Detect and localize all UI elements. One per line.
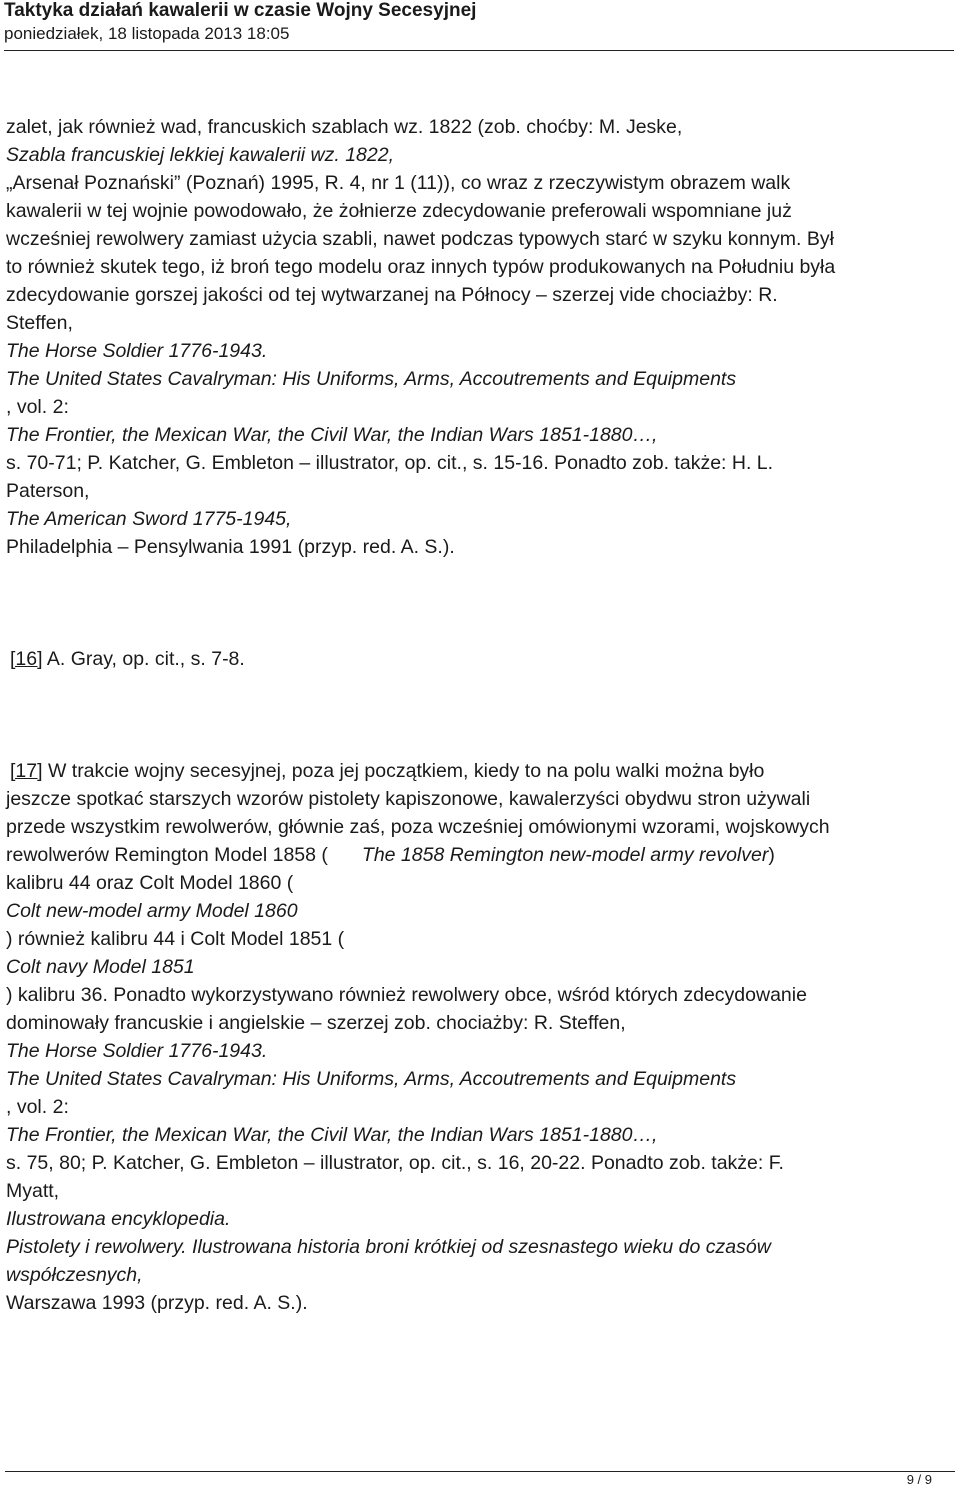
citation-title: The Frontier, the Mexican War, the Civil War, the Indian Wars 1851-1880…, — [6, 1124, 658, 1146]
text-line — [6, 757, 958, 785]
text-line: zalet, jak również wad, francuskich szablach wz. 1822 (zob. choćby: M. Jeske, — [6, 116, 683, 138]
text-line: kawalerii w tej wojnie powodowało, że żołnierze zdecydowanie preferowali wspomniane już — [6, 200, 792, 222]
citation-title: The Horse Soldier 1776-1943. — [6, 340, 268, 362]
text-line: przede wszystkim rewolwerów, głównie zaś, poza wcześniej omówionymi wzorami, wojskowych — [6, 816, 830, 838]
page-header — [4, 0, 476, 46]
footnote-16-link[interactable]: [16] — [10, 648, 43, 670]
text-line: Philadelphia – Pensylwania 1991 (przyp. red. A. S.). — [6, 536, 455, 558]
footnote-16-text: A. Gray, op. cit., s. 7-8. — [42, 648, 245, 670]
text-line: Myatt, — [6, 1180, 60, 1202]
text-line: ) również kalibru 44 i Colt Model 1851 ( — [6, 928, 345, 950]
citation-title: The United States Cavalryman: His Uniforms, Arms, Accoutrements and Equipments — [6, 368, 737, 390]
article-date: poniedziałek, 18 listopada 2013 18:05 — [4, 24, 290, 43]
text-segment: rewolwerów Remington Model 1858 ( — [6, 844, 328, 866]
footnote-17-link[interactable]: [17] — [10, 760, 43, 782]
citation-title: Ilustrowana encyklopedia. — [6, 1208, 231, 1230]
header-divider — [4, 50, 954, 51]
footnote-17 — [6, 757, 958, 1317]
page-number: 9 / 9 — [906, 1472, 932, 1487]
citation-title: The Frontier, the Mexican War, the Civil War, the Indian Wars 1851-1880…, — [6, 424, 658, 446]
text-line: wcześniej rewolwery zamiast użycia szabli, nawet podczas typowych starć w szyku konnym. Był — [6, 228, 834, 250]
text-line — [6, 645, 958, 673]
article-title: Taktyka działań kawalerii w czasie Wojny Secesyjnej — [4, 0, 477, 21]
text-line: Steffen, — [6, 312, 73, 334]
text-line: zdecydowanie gorszej jakości od tej wytwarzanej na Północy – szerzej vide chociażby: R. — [6, 284, 778, 306]
citation-title: The American Sword 1775-1945, — [6, 508, 292, 530]
text-line: s. 70-71; P. Katcher, G. Embleton – illustrator, op. cit., s. 15-16. Ponadto zob. także: H. L. — [6, 452, 774, 474]
citation-title: The United States Cavalryman: His Uniforms, Arms, Accoutrements and Equipments — [6, 1068, 737, 1090]
text-line: jeszcze spotkać starszych wzorów pistolety kapiszonowe, kawalerzyści obydwu stron używali — [6, 788, 811, 810]
text-line: Warszawa 1993 (przyp. red. A. S.). — [6, 1292, 308, 1314]
text-line: s. 75, 80; P. Katcher, G. Embleton – illustrator, op. cit., s. 16, 20-22. Ponadto zob. także: F. — [6, 1152, 784, 1174]
text-line: „Arsenał Poznański” (Poznań) 1995, R. 4, nr 1 (11)), co wraz z rzeczywistym obrazem walk — [6, 172, 791, 194]
text-line — [6, 841, 958, 869]
text-segment: ) — [768, 844, 775, 866]
citation-title: Szabla francuskiej lekkiej kawalerii wz. 1822, — [6, 144, 395, 166]
footer-divider — [5, 1471, 955, 1472]
footnote-16 — [6, 645, 958, 673]
text-line: , vol. 2: — [6, 396, 69, 418]
citation-title: The Horse Soldier 1776-1943. — [6, 1040, 268, 1062]
text-line: , vol. 2: — [6, 1096, 69, 1118]
citation-title: współczesnych, — [6, 1264, 143, 1286]
text-line: dominowały francuskie i angielskie – szerzej zob. chociażby: R. Steffen, — [6, 1012, 626, 1034]
footnote-17-text: W trakcie wojny secesyjnej, poza jej początkiem, kiedy to na polu walki można było — [42, 760, 765, 782]
text-line: kalibru 44 oraz Colt Model 1860 ( — [6, 872, 294, 894]
citation-title: Colt new-model army Model 1860 — [6, 900, 298, 922]
citation-title: The 1858 Remington new-model army revolver — [361, 844, 769, 866]
text-line: Paterson, — [6, 480, 90, 502]
footnote-15-continuation — [6, 113, 958, 561]
text-line: ) kalibru 36. Ponadto wykorzystywano również rewolwery obce, wśród których zdecydowanie — [6, 984, 807, 1006]
text-line: to również skutek tego, iż broń tego modelu oraz innych typów produkowanych na Południu była — [6, 256, 836, 278]
citation-title: Colt navy Model 1851 — [6, 956, 195, 978]
citation-title: Pistolety i rewolwery. Ilustrowana historia broni krótkiej od szesnastego wieku do czasów — [6, 1236, 771, 1258]
